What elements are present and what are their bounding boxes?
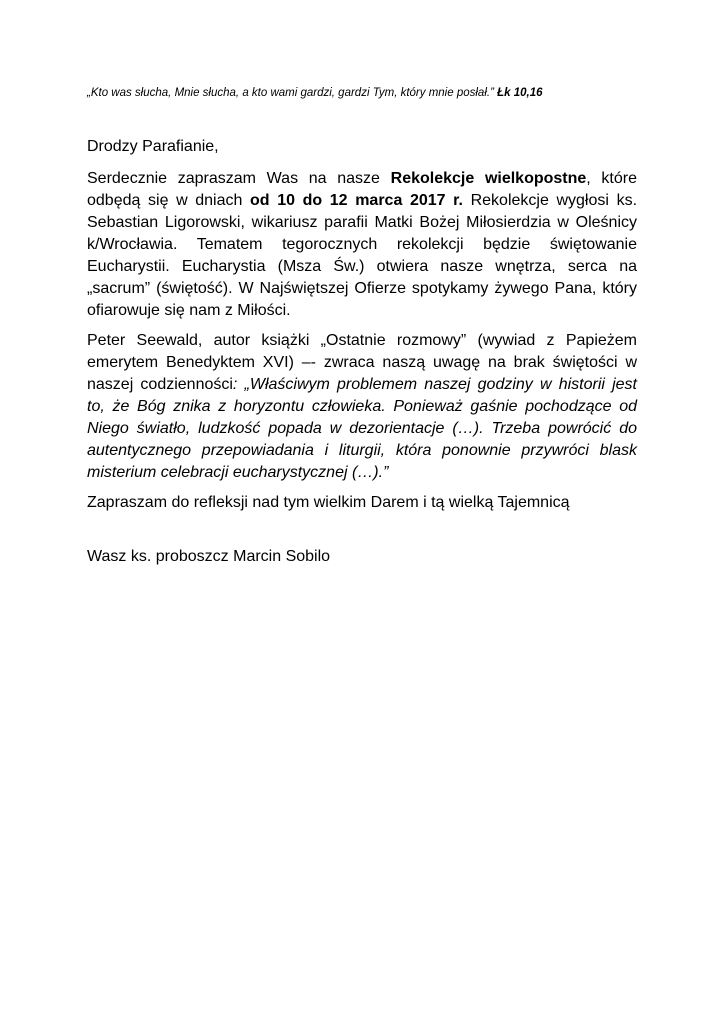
paragraph-invitation-text-e: Rekolekcje wygłosi ks. Sebastian Ligorowski, wikariusz parafii Matki Bożej Miłosierdzia w Oleśnicy k/Wrocławia. Tematem tegorocznych rekolekcji będzie świętowanie Eucharystii. Eucharystia (Msza Św.) otwiera nasze wnętrza, serca na „sacrum” (świętość). W Najświętszej Ofierze spotykamy żywego Pana, który ofiarowuje się nam z Miłości. [87,192,638,319]
paragraph-invitation-text-a: Serdecznie zapraszam Was na nasze [87,170,391,187]
paragraph-quote [87,330,637,484]
letter-greeting: Drodzy Parafianie, [87,138,219,155]
letter-signature: Wasz ks. proboszcz Marcin Sobilo [87,548,331,565]
paragraph-invitation-text-c: , które odbędą się w dniach [87,170,638,209]
benedict-quote: : „Właściwym problemem naszej godziny w historii jest to, że Bóg znika z horyzontu człowieka. Ponieważ gaśnie pochodzące od Niego światło, ludzkość popada w dezorientacje (…). Trzeba powrócić do autentycznego przepowiadania i liturgii, która ponownie przywróci blask misterium celebracji eucharystycznej (…).” [87,376,637,481]
epigraph [87,86,637,100]
paragraph-quote-intro: Peter Seewald, autor książki „Ostatnie rozmowy” (wywiad z Papieżem emerytem Benedyktem XVI) –- zwraca naszą uwagę na brak świętości w naszej codzienności [87,332,637,393]
epigraph-quote: „Kto was słucha, Mnie słucha, a kto wami gardzi, gardzi Tym, który mnie posłał.” [87,87,498,99]
letter-page [87,86,637,568]
epigraph-reference: Łk 10,16 [497,87,543,99]
retreat-title: Rekolekcje wielkopostne [390,170,587,187]
retreat-dates: od 10 do 12 marca 2017 r. [250,192,463,209]
letter-closing: Zapraszam do refleksji nad tym wielkim Darem i tą wielką Tajemnicą [87,494,570,511]
paragraph-invitation [87,168,637,322]
